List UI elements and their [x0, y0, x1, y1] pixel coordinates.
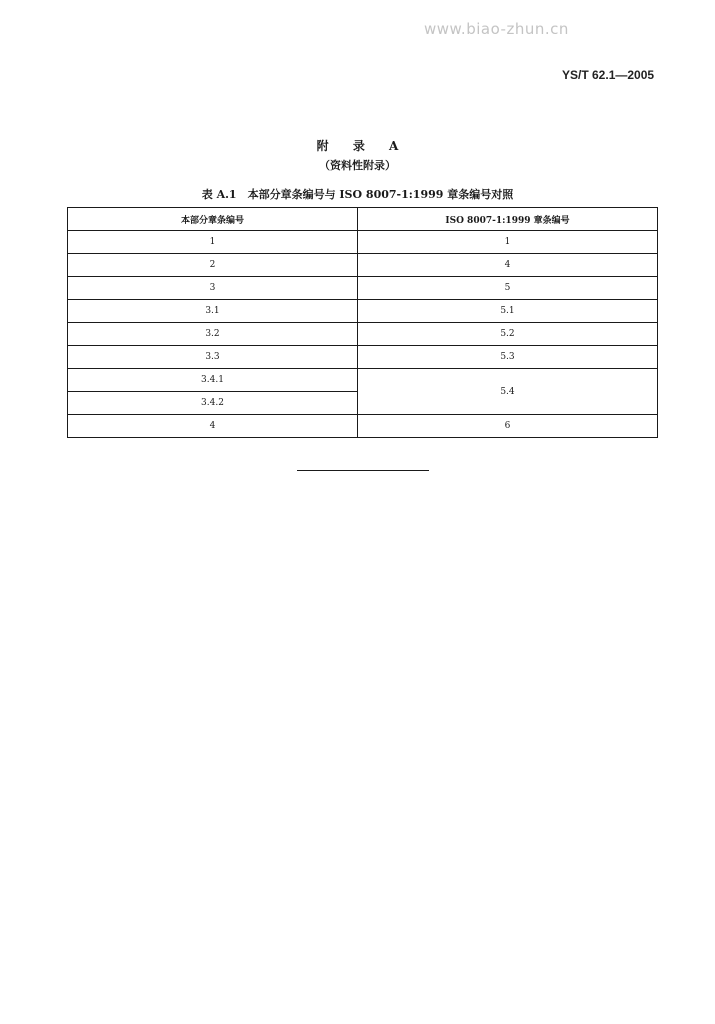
table-caption: 表 A.1 本部分章条编号与 ISO 8007-1:1999 章条编号对照	[201, 188, 514, 201]
cell-iso: 5.1	[358, 300, 658, 323]
cell-this-part: 4	[68, 415, 358, 438]
column-header-iso: ISO 8007-1:1999 章条编号	[358, 208, 658, 231]
cell-iso: 6	[504, 421, 511, 431]
clause-comparison-table	[67, 207, 658, 438]
table-header-row	[68, 208, 658, 231]
table-row	[68, 300, 658, 323]
table-row	[68, 231, 658, 254]
table-row	[68, 346, 658, 369]
cell-this-part: 3	[68, 277, 358, 300]
cell-this-part: 1	[68, 231, 358, 254]
cell-iso: 5.3	[358, 346, 658, 369]
appendix-title: 附 录 A	[316, 139, 409, 153]
cell-this-part: 3.2	[68, 323, 358, 346]
cell-this-part: 3.4.1	[68, 369, 358, 392]
table-row	[68, 415, 658, 438]
column-header-this-part: 本部分章条编号	[68, 208, 358, 231]
watermark: www.biao-zhun.cn	[424, 20, 569, 38]
cell-iso: 5.2	[358, 323, 658, 346]
table-row	[68, 254, 658, 277]
cell-this-part: 3.1	[68, 300, 358, 323]
end-rule	[297, 470, 429, 471]
cell-iso: 5	[358, 277, 658, 300]
cell-iso-merged: 5.4	[358, 369, 658, 415]
table-row	[68, 369, 658, 392]
cell-iso: 1	[358, 231, 658, 254]
cell-this-part: 3.4.2	[68, 392, 358, 415]
standard-code: YS/T 62.1—2005	[562, 68, 655, 82]
table-row	[68, 277, 658, 300]
cell-iso: 4	[358, 254, 658, 277]
table-row	[68, 323, 658, 346]
appendix-subtitle: （资料性附录）	[319, 159, 396, 172]
cell-this-part: 3.3	[68, 346, 358, 369]
cell-this-part: 2	[68, 254, 358, 277]
